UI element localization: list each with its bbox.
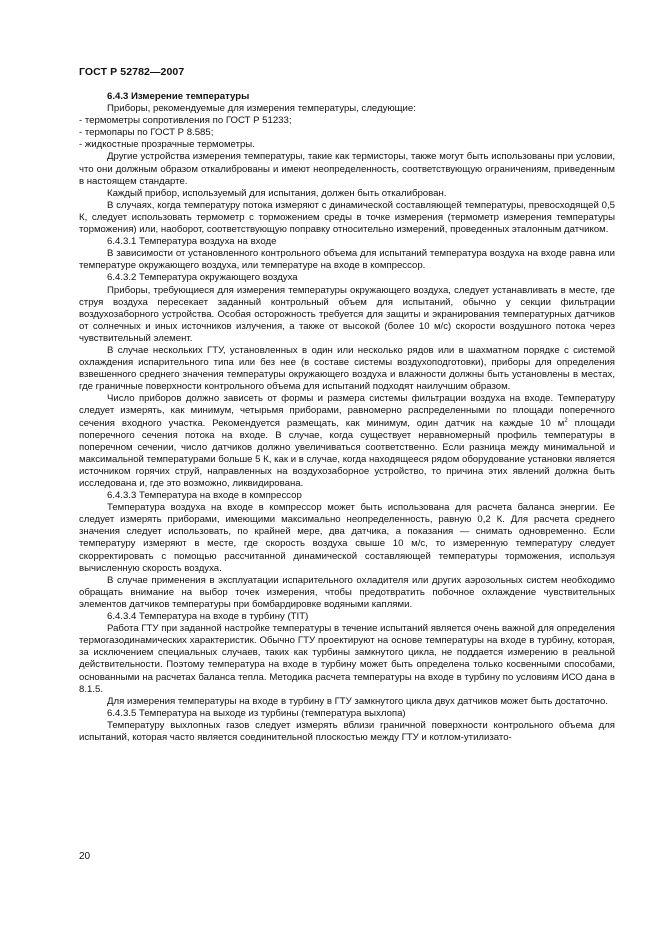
subsection-heading-6-4-3-5: 6.4.3.5 Температура на выходе из турбины (температура выхлопа) (107, 707, 406, 719)
list-item: - термометры сопротивления по ГОСТ Р 51233; (79, 115, 292, 127)
paragraph: Приборы, требующиеся для измерения температуры окружающего воздуха, следует устанавливать в месте, где струя воздуха пересекает заданный контрольный объем для испытаний, обычно у секции фильтрации воздухозаборного устройства. Особая осторожность требуется для защиты и экранирования температурных датчиков от солнечных и иных источников излучения, а также от высокой (более 10 м/с) скорости воздушного потока через чувствительный элемент. (79, 284, 615, 344)
paragraph: Температуру выхлопных газов следует измерять вблизи граничной поверхности контрольного объема для испытаний, которая часто является соединительной плоскостью между ГТУ и котлом-утилизато- (79, 719, 615, 743)
superscript: 2 (564, 417, 568, 424)
paragraph: В зависимости от установленного контрольного объема для испытаний температура воздуха на входе равна или температуре окружающего воздуха, или температуре на входе в компрессор. (79, 248, 615, 272)
paragraph-text: Число приборов должно зависеть от формы и размера системы фильтрации воздуха на входе. Температуру следует измерять, как минимум, четырьмя приборами, равномерно распределенными по площади поперечного сечения входного участка. Рекомендуется размещать, как минимум, один датчик на каждые 10 м (79, 393, 615, 429)
paragraph-text: площади поперечного сечения потока на входе. В случае, когда существует неравномерный профиль температуры в поперечном сечении, число датчиков должно увеличиваться соответственно. Если разница между минимальной и максимальной температурами больше 5 К, как и в случае, когда находящееся рядом оборудование установки является источником горячих струй, направленных на воздухозаборное устройство, то причина этих явлений должна быть исследована и, где это возможно, ликвидирована. (79, 417, 615, 489)
paragraph: Для измерения температуры на входе в турбину в ГТУ замкнутого цикла двух датчиков может быть достаточно. (107, 695, 608, 707)
subsection-heading-6-4-3-3: 6.4.3.3 Температура на входе в компрессор (107, 490, 302, 502)
list-item: - жидкостные прозрачные термометры. (79, 139, 255, 151)
section-title: 6.4.3 Измерение температуры (107, 91, 250, 102)
paragraph: В случае применения в эксплуатации испарительного охладителя или других аэрозольных систем необходимо обращать внимание на выбор точек измерения, чтобы предотвратить побочное охлаждение чувствительных элементов датчиков температуры при бомбардировке водяными каплями. (79, 574, 615, 610)
document-header: ГОСТ Р 52782—2007 (79, 66, 185, 78)
paragraph: Каждый прибор, используемый для испытания, должен быть откалиброван. (107, 187, 447, 199)
section-intro: Приборы, рекомендуемые для измерения температуры, следующие: (107, 103, 416, 115)
page-body (79, 91, 615, 744)
subsection-heading-6-4-3-1: 6.4.3.1 Температура воздуха на входе (107, 236, 277, 248)
list-item: - термопары по ГОСТ Р 8.585; (79, 127, 214, 139)
paragraph: Температура воздуха на входе в компрессор может быть использована для расчета баланса энергии. Ее следует измерять приборами, имеющими максимально неопределенность, равную 0,2 К. Для расчета среднего значения следует использовать, по крайней мере, два датчика, а показания — снимать одновременно. Если температуру измеряют в месте, где скорость воздуха свыше 10 м/с, то измеренную температуру следует скорректировать с помощью рассчитанной динамической составляющей температуры торможения, используя вычисленную скорость воздуха. (79, 502, 615, 574)
page-number: 20 (79, 851, 91, 862)
paragraph: В случаях, когда температуру потока измеряют с динамической составляющей температуры, превосходящей 0,5 К, следует использовать термометр с торможением среды в точке измерения (термометр измерения температуры торможения) или, наоборот, соответствующую поправку относительно измерений, проведенных эталонным датчиком. (79, 199, 615, 236)
paragraph: Другие устройства измерения температуры, такие как термисторы, также могут быть использованы при условии, что они должным образом откалиброваны и имеют неопределенность, соответствующую ограничениям, приведенным в настоящем стандарте. (79, 151, 615, 187)
paragraph (79, 393, 615, 490)
subsection-heading-6-4-3-2: 6.4.3.2 Температура окружающего воздуха (107, 272, 298, 284)
subsection-heading-6-4-3-4: 6.4.3.4 Температура на входе в турбину (TIT) (107, 611, 309, 623)
paragraph: Работа ГТУ при заданной настройке температуры в течение испытаний является очень важной для определения термогазодинамических характеристик. Обычно ГТУ проектируют на основе температуры на входе в турбину, которая, за исключением специальных случаев, таких как турбины замкнутого цикла, не поддается измерению в реальной действительности. Поэтому температура на входе в турбину может быть определена только косвенными способами, основанными на расчетах баланса тепла. Методика расчета температуры на входе в турбину по условиям ИСО дана в 8.1.5. (79, 623, 615, 695)
paragraph: В случае нескольких ГТУ, установленных в один или несколько рядов или в шахматном порядке с системой охлаждения испарительного типа или без нее (в составе системы воздухоподготовки), приборы для определения взвешенного среднего значения температуры окружающего воздуха и влажности должны быть установлены в местах, где граничные поверхности контрольного объема для испытаний подходят наилучшим образом. (79, 344, 615, 393)
